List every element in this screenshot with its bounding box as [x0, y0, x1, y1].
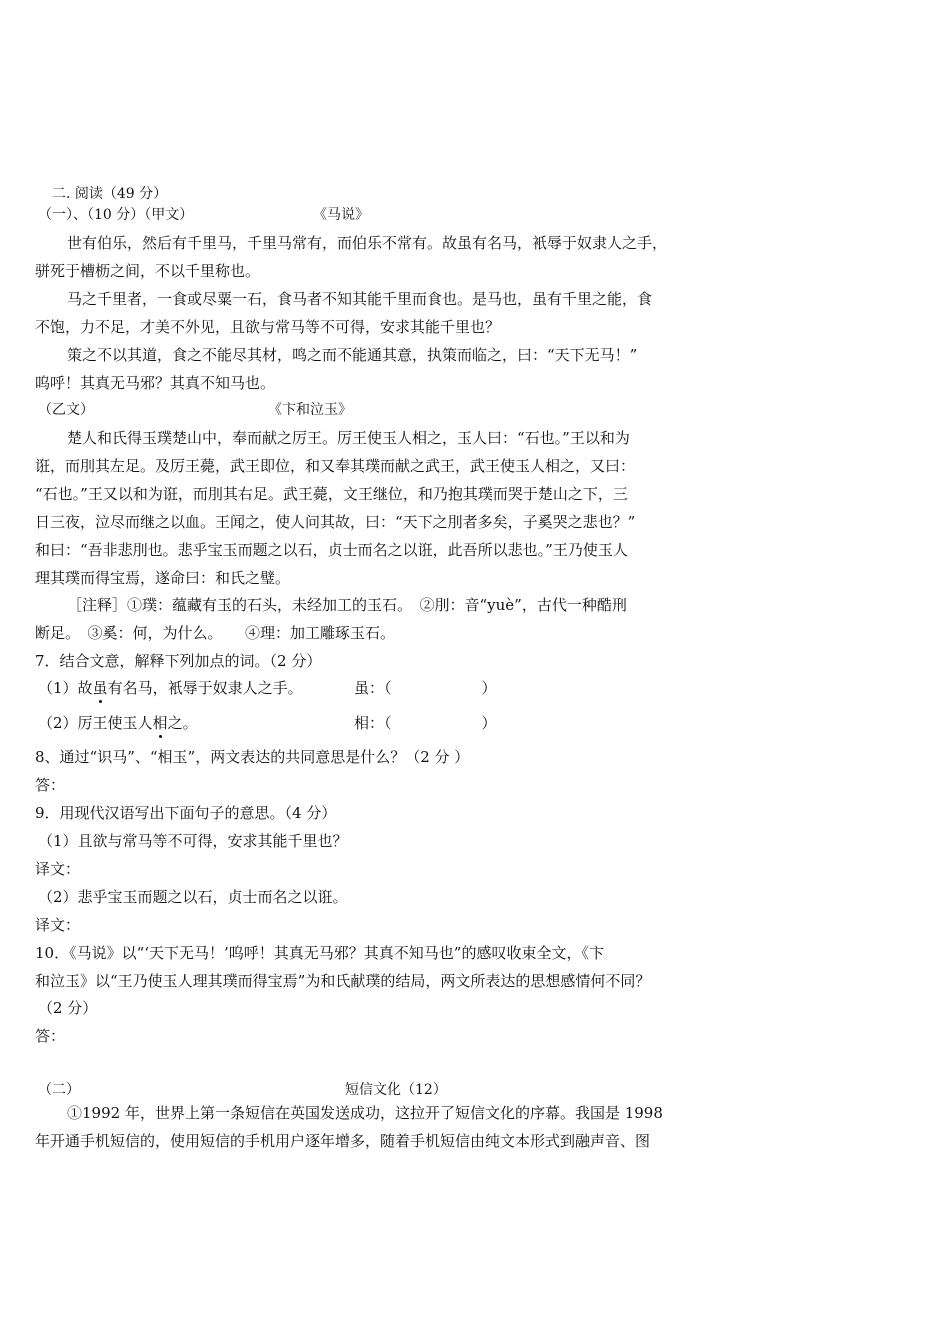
part2-label: （二）: [38, 1082, 80, 1098]
q7-stem: 7．结合文意，解释下列加点的词。（2 分）: [35, 652, 322, 670]
part2-line: ①1992 年，世界上第一条短信在英国发送成功，这拉开了短信文化的序幕。我国是 1998: [67, 1104, 663, 1122]
part2-line: 年开通手机短信的，使用短信的手机用户逐年增多，随着手机短信由纯文本形式到融声音、图: [35, 1132, 651, 1150]
q8-answer-label: 答：: [35, 776, 66, 794]
passage-a-line: 策之不以其道，食之不能尽其材，鸣之而不能通其意，执策而临之，曰：“天下无马！”: [67, 346, 638, 364]
annotation-line: ［注释］①璞：蕴藏有玉的石头，未经加工的玉石。 ②刖：音“yuè”，古代一种酷刑: [67, 596, 627, 614]
part2-title: 短信文化（12）: [345, 1082, 447, 1098]
q10-answer-label: 答：: [35, 1027, 66, 1045]
emphasis-dot-word: 相: [152, 714, 168, 732]
q9-translation-label-2: 译文：: [35, 916, 81, 934]
passage-a-line: 马之千里者，一食或尽粟一石，食马者不知其能千里而食也。是马也，虽有千里之能，食: [67, 290, 653, 308]
q9-item-2: （2）悲乎宝玉而题之以石，贞士而名之以诳。: [38, 888, 348, 906]
emphasis-dot-word: 虽: [92, 679, 108, 697]
passage-b-line: 和曰：“吾非悲刖也。悲乎宝玉而题之以石，贞士而名之以诳，此吾所以悲也。”王乃使玉人: [35, 541, 628, 559]
passage-b-line: 理其璞而得宝焉，遂命曰：和氏之璧。: [35, 569, 291, 587]
passage-a-line: 不饱，力不足，才美不外见，且欲与常马等不可得，安求其能千里也？: [35, 318, 501, 336]
q10-line: （2 分）: [38, 999, 98, 1017]
q7-item-2: （2）厉王使玉人相之。: [38, 714, 198, 732]
q10-line: 10．《马说》以“‘天下无马！’呜呼！其真无马邪？其真不知马也”的感叹收束全文，《卞: [35, 944, 604, 962]
q7-answer-1: 虽：（ ）: [354, 679, 497, 697]
q10-line: 和泣玉》以“王乃使玉人理其璞而得宝焉”为和氏献璞的结局，两文所表达的思想感情何不同？: [35, 972, 651, 990]
q9-translation-label-1: 译文：: [35, 860, 81, 878]
q9-item-1: （1）且欲与常马等不可得，安求其能千里也？: [38, 832, 348, 850]
passage-a-line: 骈死于槽枥之间，不以千里称也。: [35, 262, 261, 280]
passage-b-line: 日三夜，泣尽而继之以血。王闻之，使人问其故，曰：“天下之刖者多矣，子奚哭之悲也？”: [35, 513, 636, 531]
q7-item-1: （1）故虽有名马，衹辱于奴隶人之手。: [38, 679, 303, 697]
passage-b-title: 《卞和泣玉》: [268, 402, 352, 418]
passage-b-line: “石也。”王又以和为诳，而刖其右足。武王薨，文王继位，和乃抱其璞而哭于楚山之下，三: [35, 485, 628, 503]
passage-b-line: 楚人和氏得玉璞楚山中，奉而献之厉王。厉王使玉人相之，玉人曰：“石也。”王以和为: [67, 429, 630, 447]
passage-b-line: 诳，而刖其左足。及厉王薨，武王即位，和又奉其璞而献之武王，武王使玉人相之，又曰：: [35, 457, 636, 475]
q9-stem: 9．用现代汉语写出下面句子的意思。（4 分）: [35, 804, 337, 822]
passage-a-line: 世有伯乐，然后有千里马，千里马常有，而伯乐不常有。故虽有名马，衹辱于奴隶人之手，: [67, 234, 668, 252]
section-title: 二. 阅读（49 分）: [52, 186, 168, 202]
part1-header-label: （一）、（10 分）（甲文）: [38, 207, 194, 223]
passage-a-line: 呜呼！其真无马邪？其真不知马也。: [35, 374, 276, 392]
passage-a-title: 《马说》: [313, 207, 369, 223]
q8-stem: 8、通过“识马”、“相玉”，两文表达的共同意思是什么？（2 分 ）: [35, 748, 470, 766]
annotation-line: 断足。 ③奚：何，为什么。 ④理：加工雕琢玉石。: [35, 624, 396, 642]
q7-answer-2: 相：（ ）: [354, 714, 497, 732]
passage-b-label: （乙文）: [38, 402, 94, 418]
